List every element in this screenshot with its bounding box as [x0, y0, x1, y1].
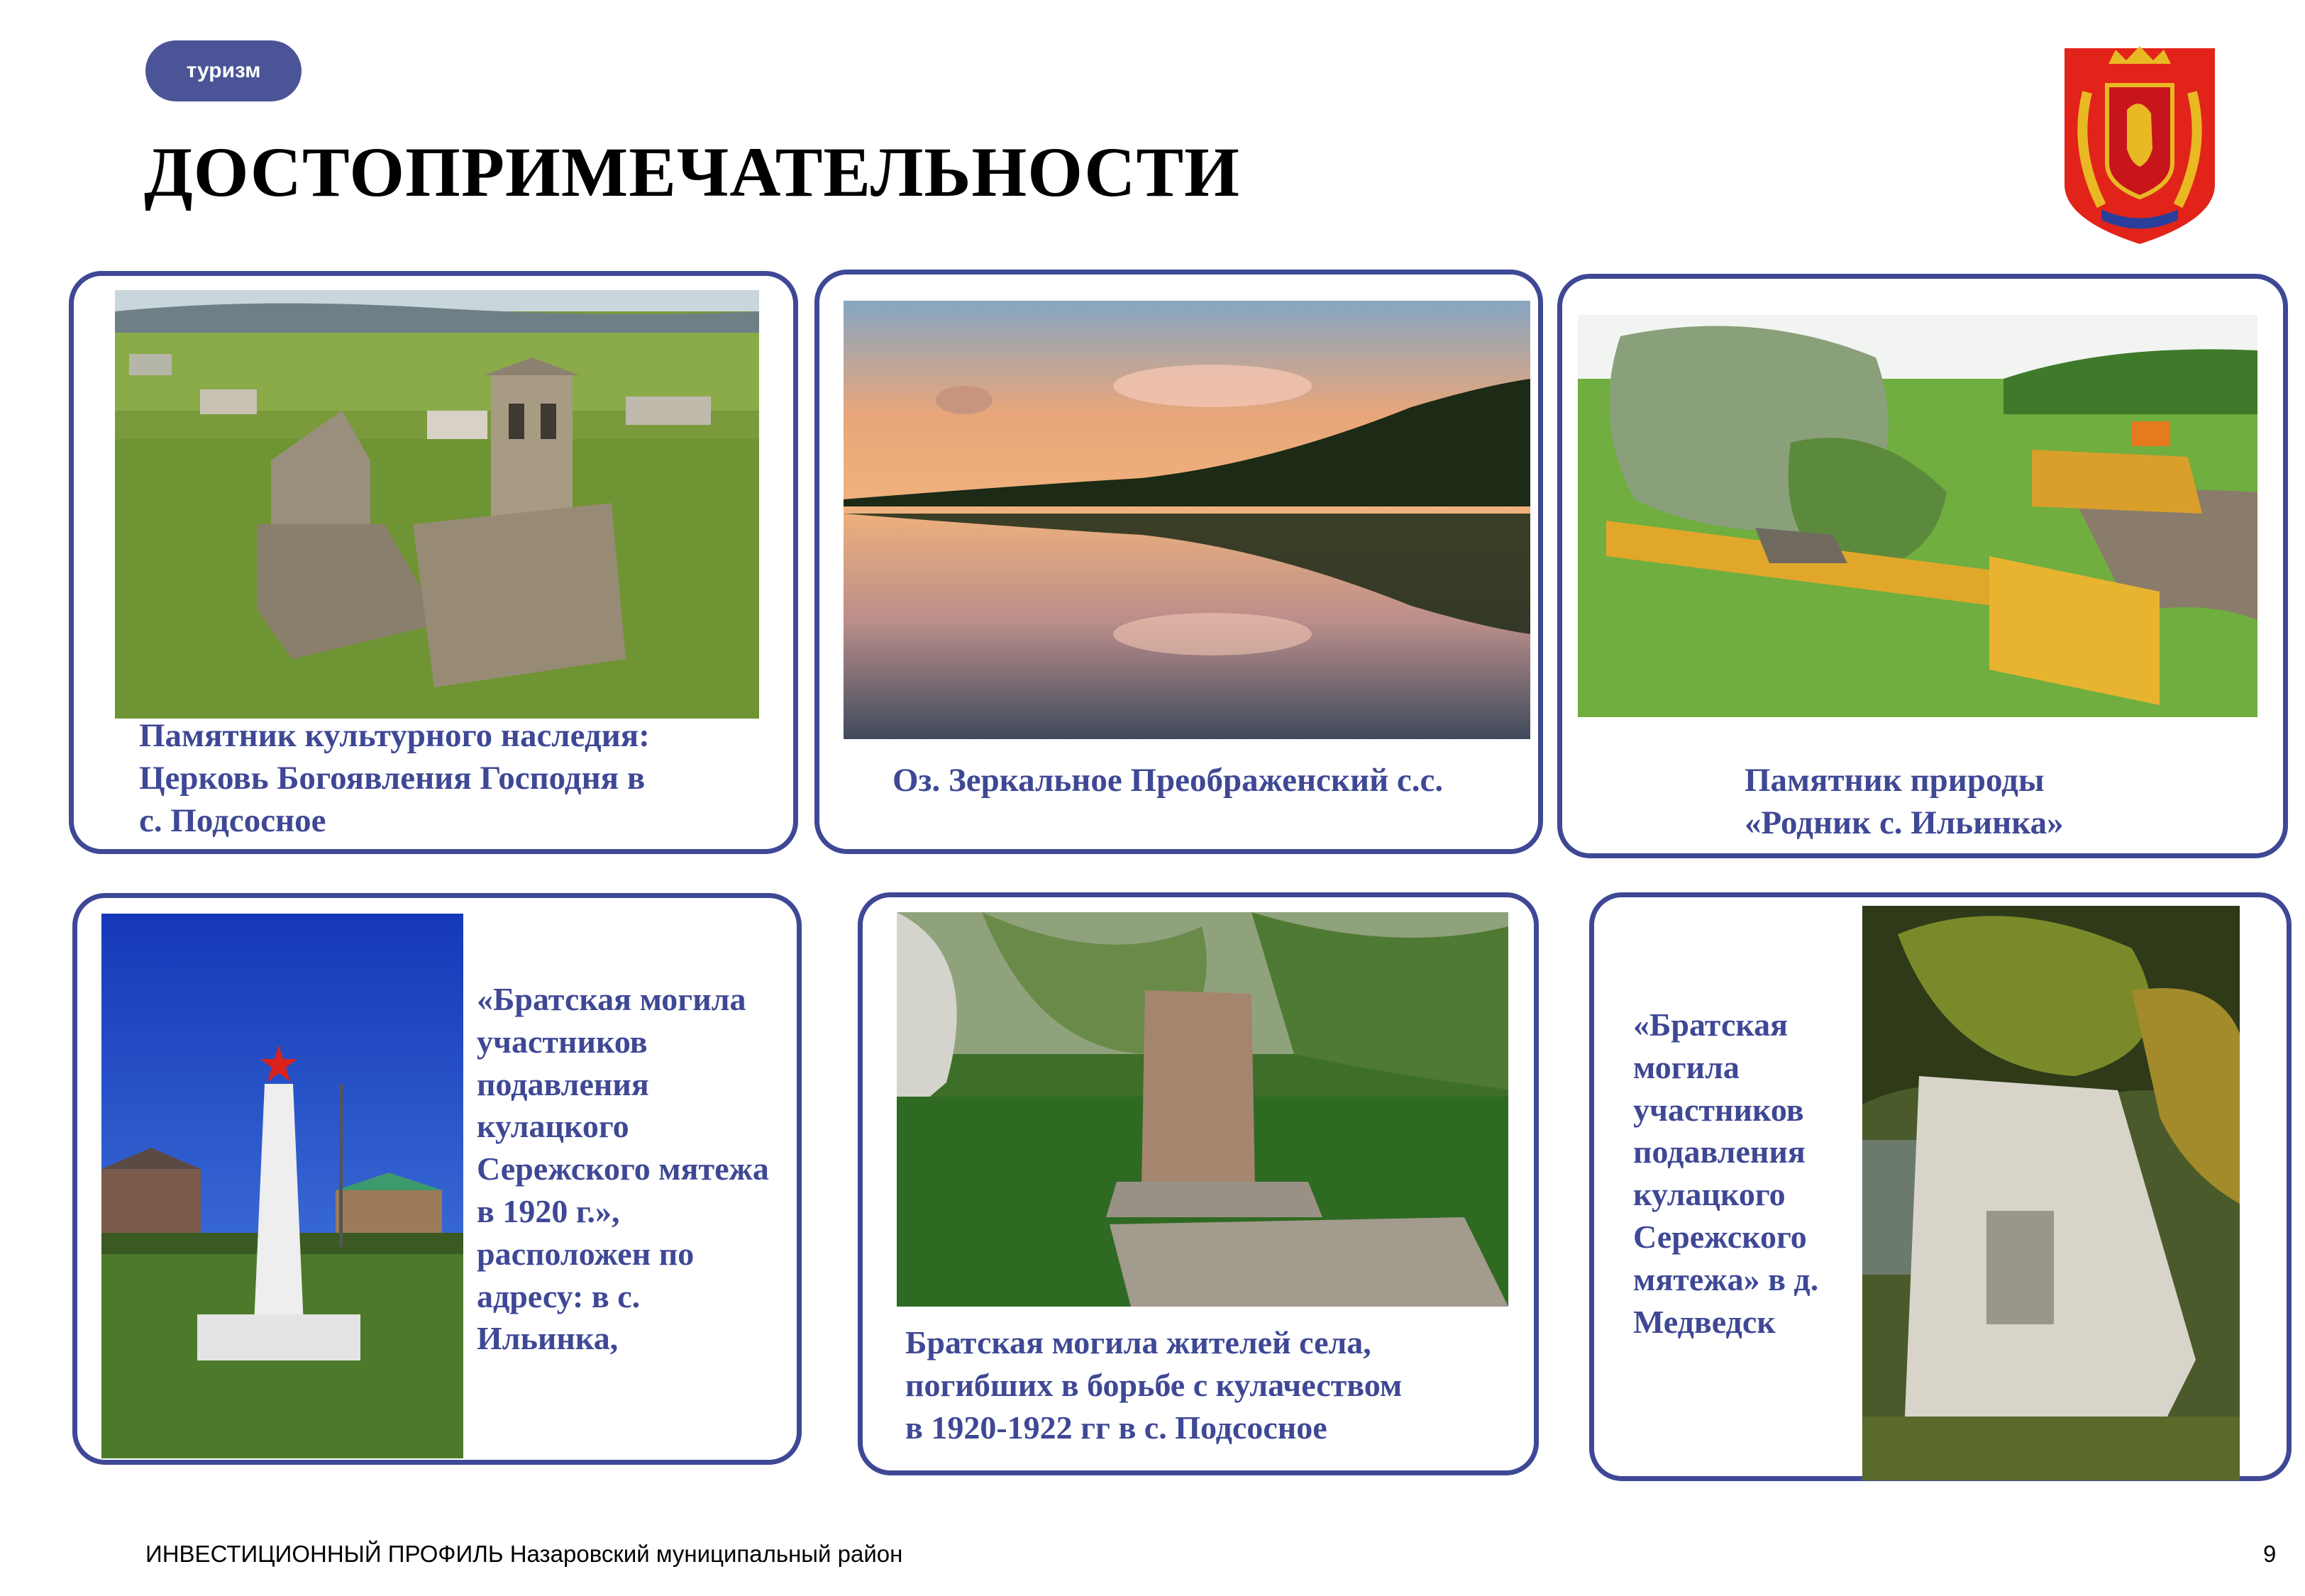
- card-grave-medvedsk: [1589, 892, 2292, 1481]
- footer-label: [145, 1541, 902, 1568]
- section-tag: туризм: [145, 40, 302, 101]
- footer-label-rest: Назаровский муниципальный район: [509, 1541, 903, 1567]
- grave-podsosnoe-photo: [897, 912, 1508, 1307]
- spring-caption: Памятник природы «Родник с. Ильинка»: [1745, 762, 2064, 842]
- grave-ilyinka-photo: [101, 914, 463, 1458]
- card-church: [69, 271, 798, 854]
- grave-ilyinka-caption: «Братская могила участников подавления кулацкого Сережского мятежа в 1920 г.», расположен по адресу: в с. Ильинка,: [477, 981, 769, 1357]
- footer-label-bold: ИНВЕСТИЦИОННЫЙ ПРОФИЛЬ: [145, 1541, 504, 1567]
- lake-caption: Оз. Зеркальное Преображенский с.с.: [892, 762, 1444, 799]
- spring-photo: [1578, 315, 2257, 717]
- card-grave-ilyinka: [72, 893, 802, 1465]
- card-grave-podsosnoe: [858, 892, 1539, 1475]
- grave-podsosnoe-caption: Братская могила жителей села, погибших в борьбе с кулачеством в 1920-1922 гг в с. Подсосное: [905, 1324, 1403, 1446]
- card-spring: [1557, 274, 2288, 858]
- grave-medvedsk-photo: [1862, 906, 2240, 1480]
- card-lake: [814, 270, 1543, 854]
- grave-medvedsk-caption: «Братская могила участников подавления кулацкого Сережского мятежа» в д. Медведск: [1633, 1007, 1819, 1340]
- church-caption: Памятник культурного наследия: Церковь Богоявления Господня в с. Подсосное: [139, 717, 650, 840]
- coat-of-arms-icon: [2059, 43, 2221, 248]
- church-photo: [115, 290, 759, 719]
- page-number: 9: [2263, 1541, 2277, 1567]
- page-title: ДОСТОПРИМЕЧАТЕЛЬНОСТИ: [144, 133, 1240, 211]
- lake-photo: [844, 301, 1530, 739]
